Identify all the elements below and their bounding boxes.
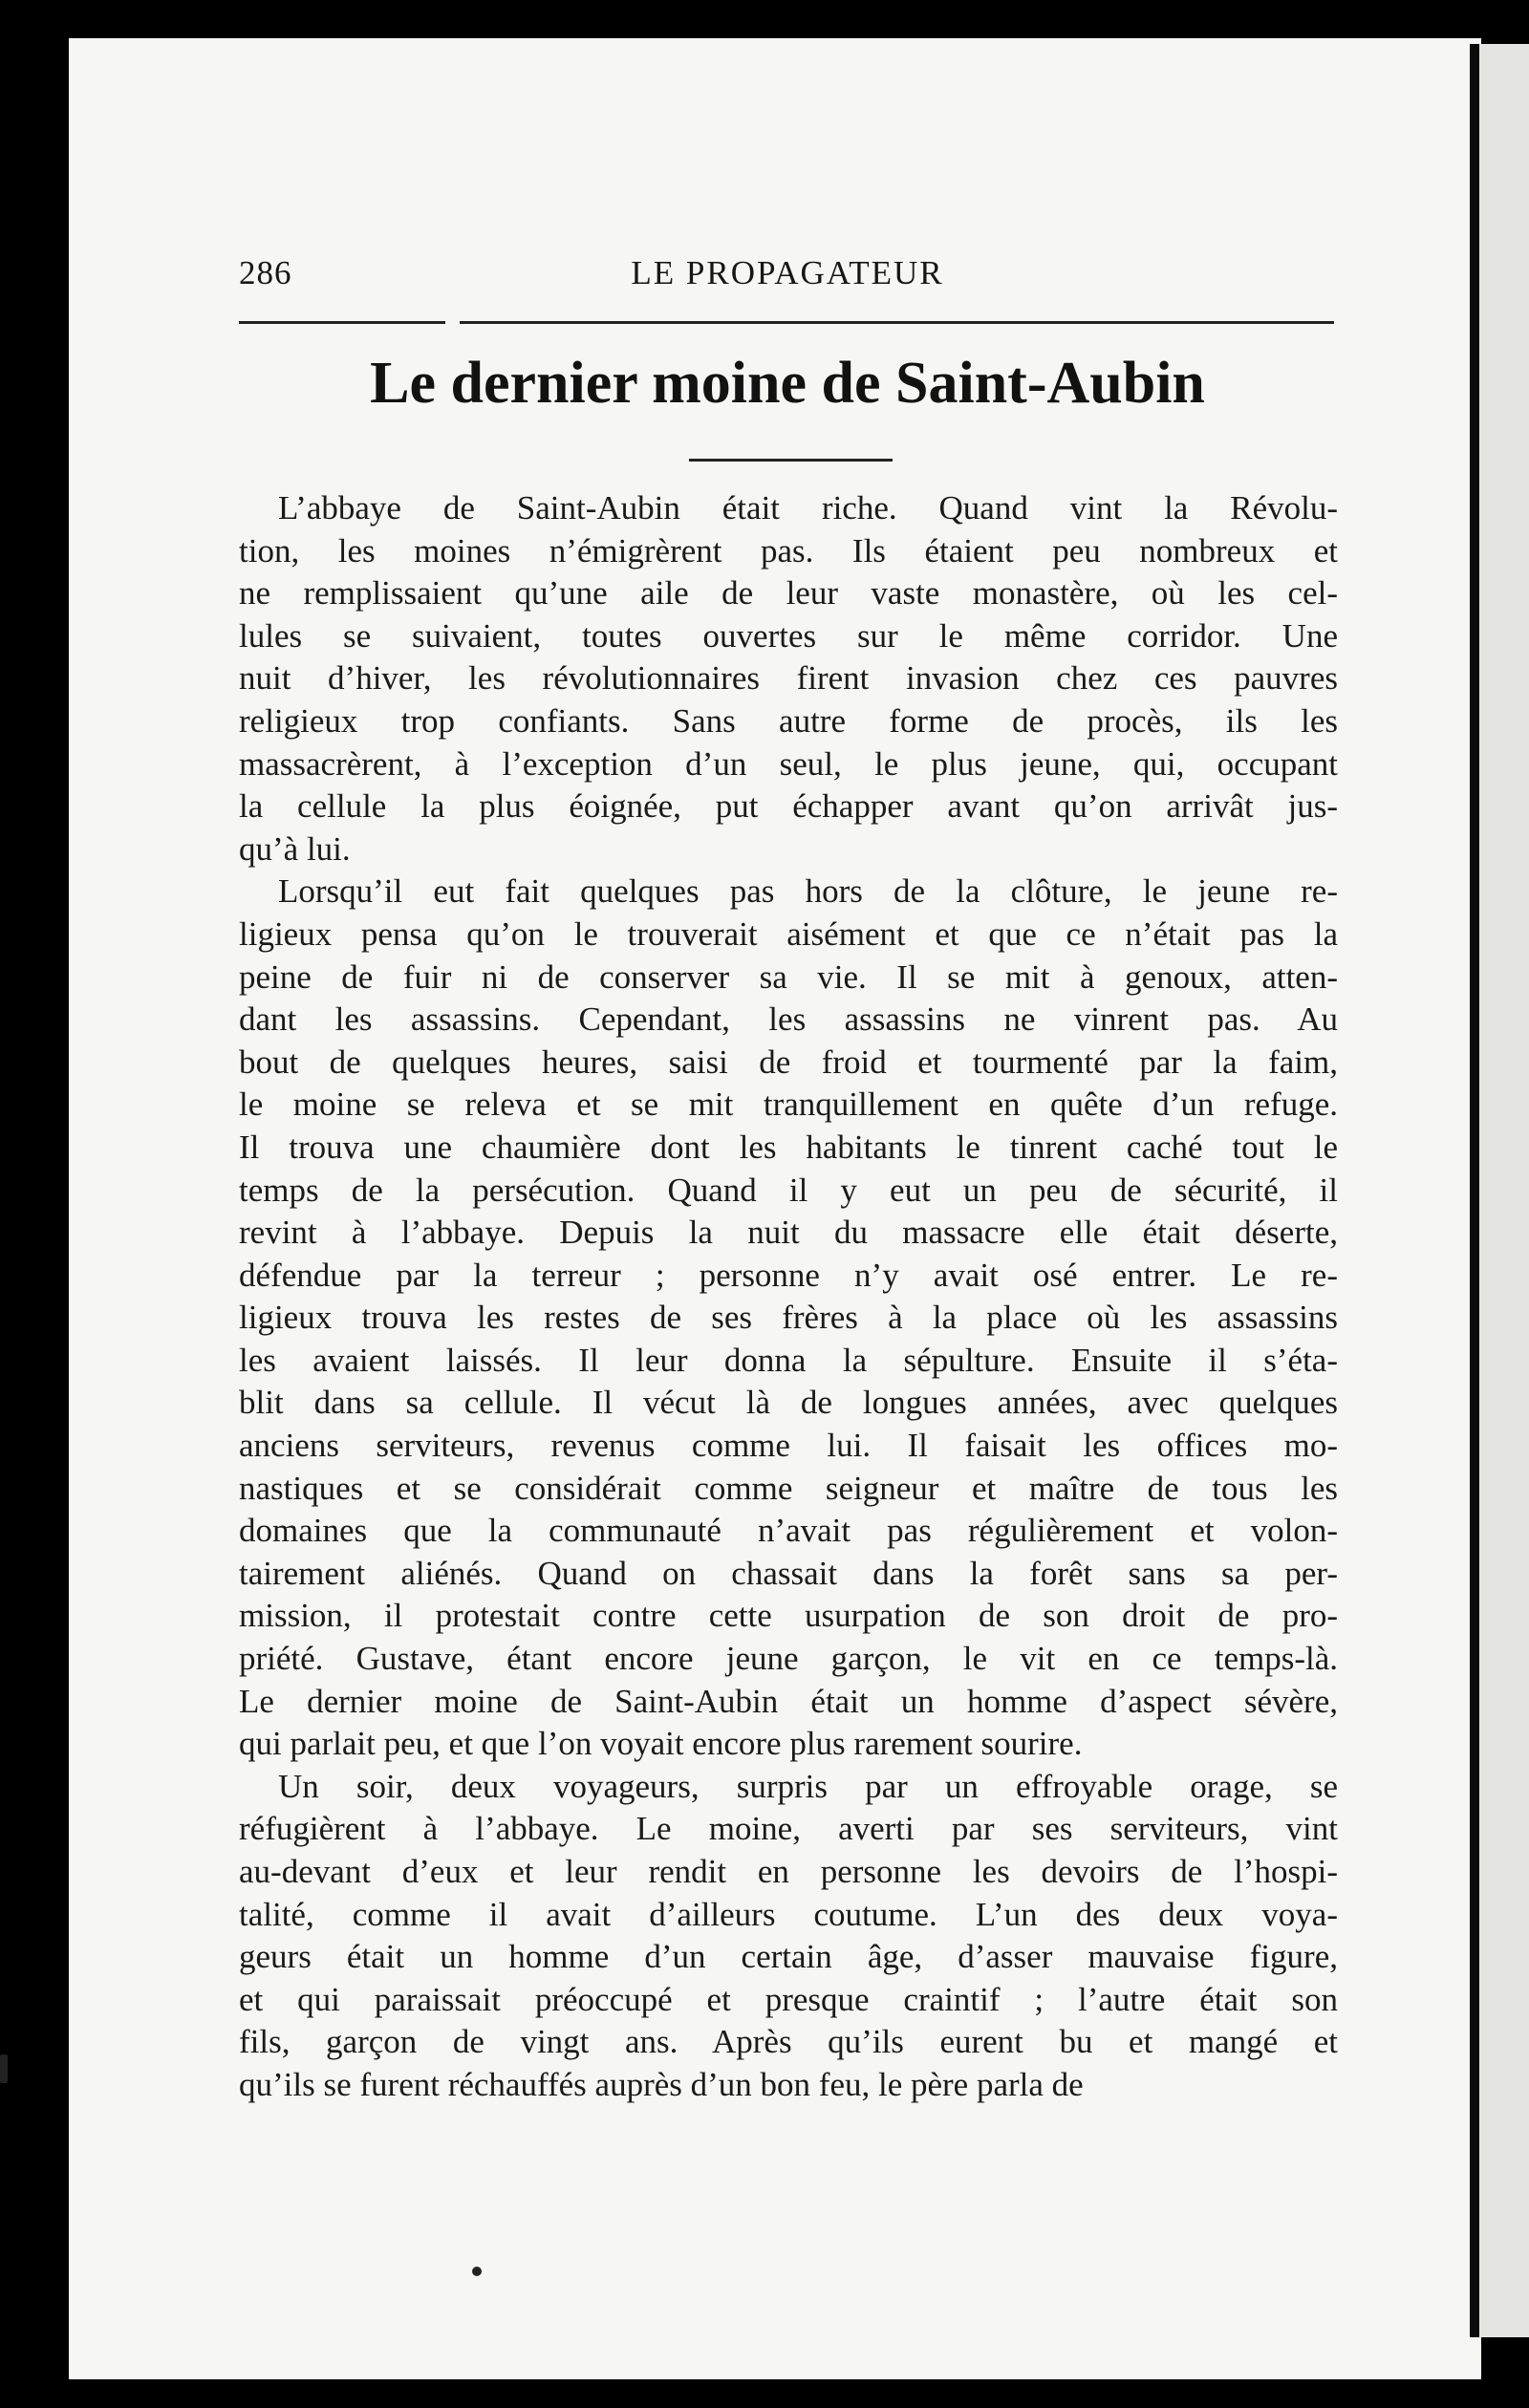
text-line: tion, les moines n’émigrèrent pas. Ils étaient peu nombreux et [239,531,1338,570]
text-line: au-devant d’eux et leur rendit en personne les devoirs de l’hospi- [239,1853,1338,1890]
text-line: priété. Gustave, étant encore jeune garçon, le vit en ce temps-là. [239,1640,1338,1678]
text-line: mission, il protestait contre cette usurpation de son droit de pro- [239,1597,1338,1635]
text-line: qui parlait peu, et que l’on voyait encore plus rarement sourire. [239,1725,1083,1763]
article-title: Le dernier moine de Saint-Aubin [370,351,1205,416]
ink-dot [472,2267,482,2276]
text-line: bout de quelques heures, saisi de froid et tourmenté par la faim, [239,1043,1338,1081]
text-line: anciens serviteurs, revenus comme lui. Il faisait les offices mo- [239,1427,1338,1465]
ink-mark [0,2054,8,2083]
text-line: ligieux trouva les restes de ses frères à la place où les assassins [239,1299,1338,1337]
text-line: massacrèrent, à l’exception d’un seul, le plus jeune, qui, occupant [239,744,1338,783]
text-line: peine de fuir ni de conserver sa vie. Il se mit à genoux, atten- [239,957,1338,996]
running-head: LE PROPAGATEUR [631,254,944,291]
text-line: dant les assassins. Cependant, les assassins ne vinrent pas. Au [239,1000,1338,1039]
page-number: 286 [239,254,292,291]
next-page-edge [1479,44,1529,2337]
header-rule-left [239,321,445,324]
text-line: talité, comme il avait d’ailleurs coutume. L’un des deux voya- [239,1895,1338,1933]
text-line: Un soir, deux voyageurs, surpris par un effroyable orage, se [278,1767,1338,1805]
text-line: et qui paraissait préoccupé et presque craintif ; l’autre était son [239,1980,1338,2018]
text-line: qu’à lui. [239,829,351,868]
text-line: fils, garçon de vingt ans. Après qu’ils eurent bu et mangé et [239,2023,1338,2061]
text-line: ligieux pensa qu’on le trouverait aisément et que ce n’était pas la [239,914,1338,953]
article-body [239,487,1347,2107]
header-rule-right [460,321,1334,324]
text-line: L’abbaye de Saint-Aubin était riche. Quand vint la Révolu- [278,489,1338,527]
text-line: blit dans sa cellule. Il vécut là de longues années, avec quelques [239,1384,1338,1422]
text-line: temps de la persécution. Quand il y eut un peu de sécurité, il [239,1171,1338,1209]
text-line: tairement aliénés. Quand on chassait dans la forêt sans sa per- [239,1554,1338,1592]
text-line: qu’ils se furent réchauffés auprès d’un bon feu, le père parla de [239,2065,1084,2103]
text-line: nastiques et se considérait comme seigneur et maître de tous les [239,1469,1338,1507]
text-line: ne remplissaient qu’une aile de leur vaste monastère, où les cel- [239,574,1338,613]
text-line: Il trouva une chaumière dont les habitants le tinrent caché tout le [239,1128,1338,1166]
text-line: revint à l’abbaye. Depuis la nuit du massacre elle était déserte, [239,1214,1338,1252]
text-line: réfugièrent à l’abbaye. Le moine, averti par ses serviteurs, vint [239,1810,1338,1848]
text-line: geurs était un homme d’un certain âge, d’asser mauvaise figure, [239,1938,1338,1976]
page-header [239,254,1336,298]
text-line: domaines que la communauté n’avait pas régulièrement et volon- [239,1512,1338,1550]
text-line: lules se suivaient, toutes ouvertes sur le même corridor. Une [239,616,1338,655]
text-line: les avaient laissés. Il leur donna la sépulture. Ensuite il s’éta- [239,1341,1338,1379]
text-line: défendue par la terreur ; personne n’y avait osé entrer. Le re- [239,1256,1338,1294]
text-line: Lorsqu’il eut fait quelques pas hors de la clôture, le jeune re- [278,872,1338,911]
title-rule [689,459,893,462]
text-line: nuit d’hiver, les révolutionnaires firent invasion chez ces pauvres [239,659,1338,698]
text-line: Le dernier moine de Saint-Aubin était un homme d’aspect sévère, [239,1682,1338,1720]
text-line: la cellule la plus éoignée, put échapper avant qu’on arrivât jus- [239,787,1338,826]
text-line: le moine se releva et se mit tranquillement en quête d’un refuge. [239,1086,1338,1124]
text-line: religieux trop confiants. Sans autre forme de procès, ils les [239,701,1338,740]
